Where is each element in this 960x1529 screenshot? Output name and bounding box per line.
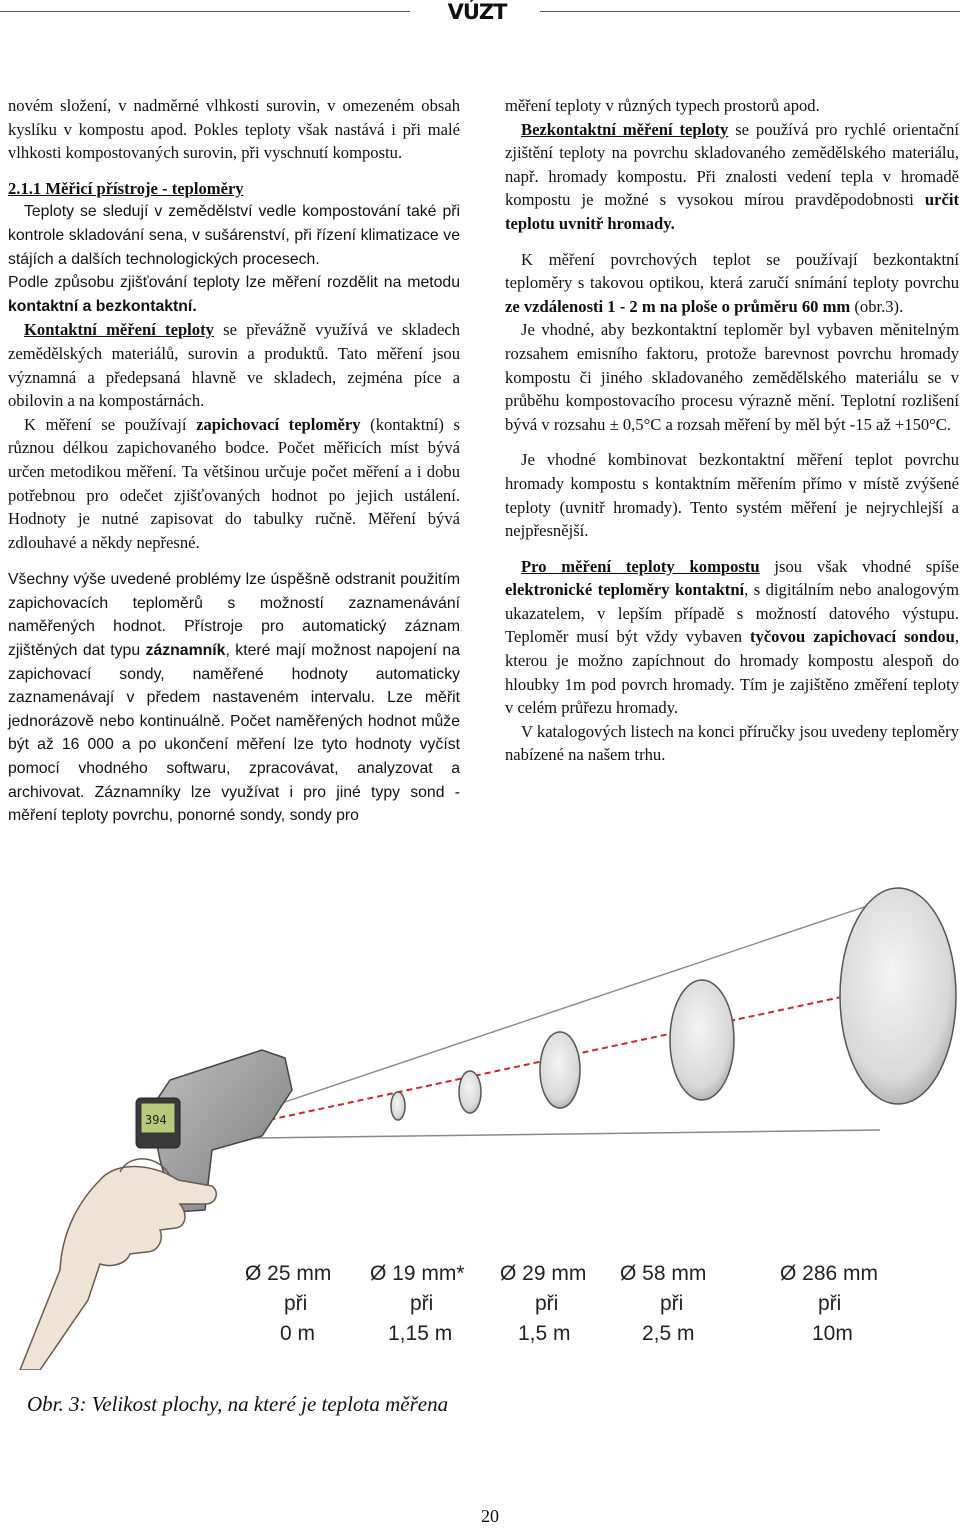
label-pri: při — [818, 1292, 842, 1315]
label-diameter: Ø 286 mm — [780, 1262, 879, 1285]
label-distance: 2,5 m — [642, 1322, 695, 1345]
label-distance: 10m — [812, 1322, 853, 1345]
spot-disc — [840, 888, 956, 1104]
section-heading: 2.1.1 Měřicí přístroje - teploměry — [8, 178, 244, 198]
measurement-spots — [391, 888, 956, 1120]
label-diameter: Ø 29 mm — [500, 1262, 587, 1285]
label-diameter: Ø 58 mm — [620, 1262, 707, 1285]
paragraph: V katalogových listech na konci příručky jsou uvedeny teploměry nabízené na našem trhu. — [505, 721, 959, 765]
label-distance: 1,15 m — [388, 1322, 453, 1345]
vuzt-logo: VÚZT — [447, 0, 507, 24]
spot-disc — [459, 1071, 481, 1113]
header-rule-left — [0, 11, 410, 12]
paragraph: Pro měření teploty kompostu jsou však vhodné spíše elektronické teploměry kontaktní, s digitálním nebo analogovým ukazatelem, v lepším případě s možností datového výstupu. Teploměr musí být vždy vybaven tyčovou zapichovací sondou, kterou je možno zapíchnout do hromady kompostu alespoň do hloubky 1m pod povrch hromady. Tím je zajištěno změření teploty v celém průřezu hromady. — [505, 556, 959, 718]
paragraph: měření teploty v různých typech prostorů apod. — [505, 96, 820, 115]
paragraph: K měření se používají zapichovací teploměry (kontaktní) s různou délkou zapichovaného bodce. Počet měřicích míst bývá určen metodikou měření. Ta většinou určuje počet měření a i dobu potřebnou pro odečet zjišťovaných hodnot po jejich ustálení. Hodnoty je nutné zapisovat do tabulky ručně. Měření bývá zdlouhavé a někdy nepřesné. — [8, 414, 460, 552]
label-pri: při — [284, 1292, 308, 1315]
page-number: 20 — [481, 1506, 499, 1526]
label-distance: 0 m — [280, 1322, 316, 1345]
paragraph: Všechny výše uvedené problémy lze úspěšně odstranit použitím zapichovacích teploměrů s možností zaznamenávání naměřených hodnot. Přístroje pro automatický záznam zjištěných dat typu záznamník, které mají možnost napojení na zapichovací sondy, naměřené hodnoty automaticky zaznamenávají v předem nastaveném intervalu. Lze měřit jednorázově nebo kontinuálně. Počet naměřených hodnot může být až 16 000 a po ukončení měření lze tyto hodnoty vyčíst pomocí vhodného softwaru, zpracovávat, analyzovat a archivovat. Záznamníky lze využívat i pro jiné typy sond - měření teploty povrchu, ponorné sondy, sondy pro — [8, 571, 460, 825]
right-column — [505, 94, 959, 767]
label-diameter: Ø 25 mm — [245, 1262, 332, 1285]
spot-disc — [670, 980, 734, 1100]
paragraph: Kontaktní měření teploty se převážně využívá ve skladech zemědělských materiálů, surovin a produktů. Tato měření jsou významná a předepsaná hlavně ve skladech, zejména píce a obilovin a na kompostárnách. — [8, 320, 460, 411]
spot-disc — [391, 1092, 405, 1120]
paragraph: novém složení, v nadměrné vlhkosti surovin, v omezeném obsah kyslíku v kompostu apod. Pokles teploty však nastává i při malé vlhkosti kompostovaných surovin, při vyschnutí kompostu. — [8, 96, 460, 163]
paragraph: Bezkontaktní měření teploty se používá pro rychlé orientační zjištění teploty na povrchu skladovaného zemědělského materiálu, např. hromady kompostu. Při znalosti vedení tepla v hromadě kompostu je možné s vysokou mírou pravděpodobnosti určit teplotu uvnitř hromady. — [505, 119, 960, 233]
thermometer-figure — [0, 880, 960, 1370]
spot-labels — [245, 1262, 878, 1345]
figure-caption: Obr. 3: Velikost plochy, na které je teplota měřena — [27, 1392, 449, 1416]
label-pri: při — [410, 1292, 434, 1315]
display-reading: 394 — [145, 1113, 167, 1127]
label-pri: při — [535, 1292, 559, 1315]
paragraph: K měření povrchových teplot se používají bezkontaktní teploměry s takovou optikou, která zaručí snímání teploty povrchu ze vzdálenosti 1 - 2 m na ploše o průměru 60 mm (obr.3). — [505, 249, 959, 316]
paragraph: Teploty se sledují v zemědělství vedle kompostování také při kontrole skladování sena, v sušárenství, při řízení klimatizace ve stájích a dalších technologických procesech. — [8, 203, 460, 268]
hand-illustration — [20, 1159, 216, 1370]
header-rule-right — [540, 11, 960, 12]
paragraph: Podle způsobu zjišťování teploty lze měření rozdělit na metodu kontaktní a bezkontaktní. — [8, 274, 460, 315]
left-column — [8, 94, 460, 828]
label-diameter: Ø 19 mm* — [370, 1262, 465, 1285]
label-pri: při — [660, 1292, 684, 1315]
label-distance: 1,5 m — [518, 1322, 571, 1345]
spot-disc — [540, 1032, 580, 1108]
paragraph: Je vhodné, aby bezkontaktní teploměr byl vybaven měnitelným rozsahem emisního faktoru, protože barevnost povrchu hromady kompostu či jiného skladovaného zemědělského materiálu se v průběhu kompostovacího procesu výrazně mění. Teplotní rozlišení bývá v rozsahu ± 0,5°C a rozsah měření by měl být -15 až +150°C. — [505, 320, 959, 434]
paragraph: Je vhodné kombinovat bezkontaktní měření teplot povrchu hromady kompostu s kontaktním měřením přímo v místě zvýšené teploty (uvnitř hromady). Tento systém měření je nejrychlejší a nejpřesnější. — [505, 450, 959, 541]
